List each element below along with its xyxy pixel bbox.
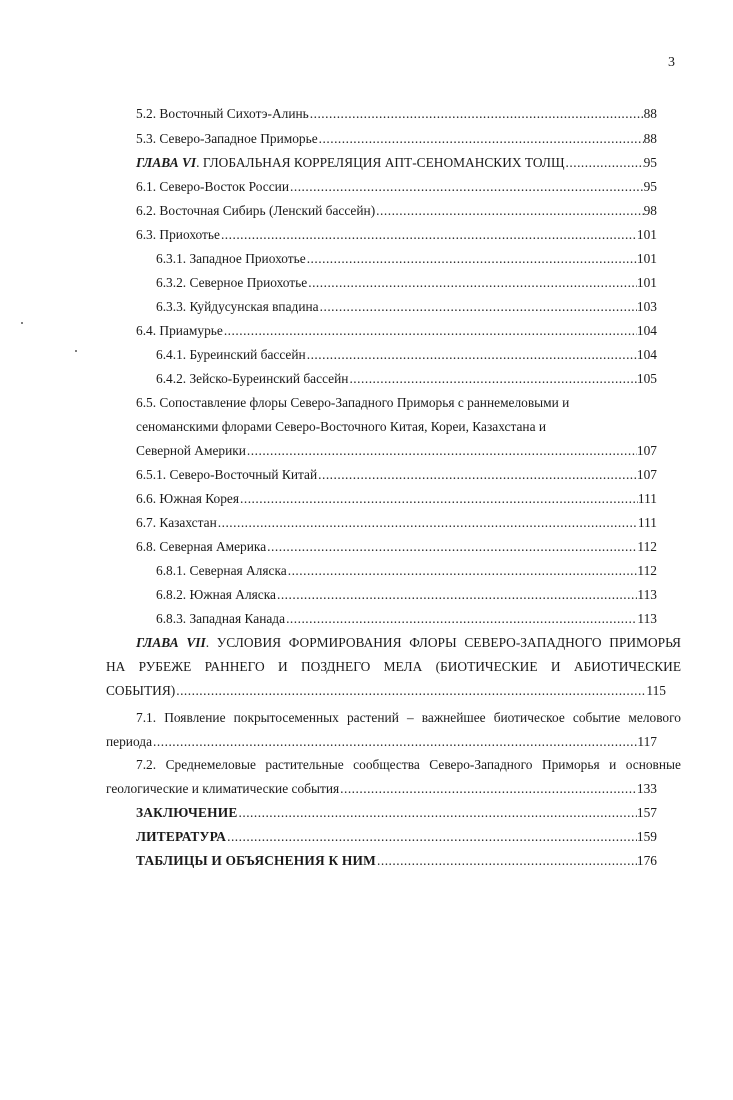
dot-leader (306, 251, 637, 267)
page-number: 3 (668, 55, 675, 70)
toc-entry-7-2-line-1: 7.2. Среднемеловые растительные сообщества Северо-Западного Приморья и основные (136, 757, 681, 772)
toc-chapter-7-line-2: НА РУБЕЖЕ РАННЕГО И ПОЗДНЕГО МЕЛА (БИОТИЧЕСКИЕ И АБИОТИЧЕСКИЕ (106, 659, 681, 674)
dot-leader (287, 563, 638, 579)
toc-entry-6-5-line-3 (136, 443, 657, 459)
toc-entry-page: 112 (637, 563, 657, 578)
toc-entry-page: 111 (637, 491, 657, 506)
dot-leader (309, 106, 644, 122)
toc-entry-label: 6.3.3. Куйдусунская впадина (156, 299, 319, 314)
toc-entry-label: 6.8.3. Западная Канада (156, 611, 286, 626)
dot-leader (220, 227, 637, 243)
toc-entry-page: 107 (636, 443, 657, 458)
toc-entry-label: 6.8.2. Южная Аляска (156, 587, 276, 602)
toc-entry-label: 6.4.1. Буреинский бассейн (156, 347, 306, 362)
toc-entry-6-5-1 (136, 467, 657, 483)
toc-entry-page: 104 (636, 347, 657, 362)
toc-entry-label: периода (106, 734, 153, 749)
dot-leader (348, 371, 636, 387)
toc-entry-label: Северной Америки (136, 443, 246, 458)
toc-entry-6-3 (136, 227, 657, 243)
toc-tables (136, 853, 657, 869)
chapter-prefix: ГЛАВА VI (136, 155, 197, 170)
toc-entry-6-7 (136, 515, 657, 531)
toc-entry-label: 6.3. Приохотье (136, 227, 220, 242)
toc-entry-7-2-line-2 (106, 781, 657, 797)
toc-entry-page: 113 (637, 611, 657, 626)
toc-entry-6-3-2 (156, 275, 657, 291)
toc-entry-label: 6.1. Северо-Восток России (136, 179, 289, 194)
toc-entry-6-5-line-2: сеноманскими флорами Северо-Восточного Китая, Кореи, Казахстана и (136, 419, 547, 434)
toc-entry-page: 95 (643, 155, 657, 170)
dot-leader (223, 323, 637, 339)
dot-leader (246, 443, 637, 459)
toc-entry-6-5-line-1: 6.5. Сопоставление флоры Северо-Западного Приморья с раннемеловыми и (136, 395, 570, 410)
toc-entry-label: 6.3.1. Западное Приохотье (156, 251, 306, 266)
toc-entry-6-8-2 (156, 587, 657, 603)
toc-entry-6-4-1 (156, 347, 657, 363)
toc-entry-label: 5.2. Восточный Сихотэ-Алинь (136, 106, 309, 121)
toc-entry-page: 111 (637, 515, 657, 530)
toc-entry-label: 6.7. Казахстан (136, 515, 217, 530)
toc-entry-label: 6.5.1. Северо-Восточный Китай (136, 467, 318, 482)
toc-entry-6-3-3 (156, 299, 657, 315)
toc-entry-page: 107 (636, 467, 657, 482)
toc-entry-6-3-1 (156, 251, 657, 267)
toc-entry-label: 5.3. Северо-Западное Приморье (136, 131, 318, 146)
dot-leader (217, 515, 638, 531)
toc-entry-label: СОБЫТИЯ) (106, 683, 176, 698)
toc-entry-6-6 (136, 491, 657, 507)
dot-leader (375, 203, 643, 219)
dot-leader (238, 805, 637, 821)
toc-entry-6-8-3 (156, 611, 657, 627)
toc-entry-page: 98 (643, 203, 657, 218)
toc-entry-5-3 (136, 131, 657, 147)
dot-leader (152, 734, 637, 750)
dot-leader (565, 155, 644, 171)
chapter-prefix: ГЛАВА VII (136, 635, 206, 650)
toc-entry-page: 88 (643, 131, 657, 146)
dot-leader (289, 179, 644, 195)
toc-entry-page: 133 (636, 781, 657, 796)
dot-leader (339, 781, 637, 797)
toc-entry-label: ЛИТЕРАТУРА (136, 829, 227, 844)
dot-leader (266, 539, 637, 555)
chapter-title-text: . ГЛОБАЛЬНАЯ КОРРЕЛЯЦИЯ АПТ-СЕНОМАНСКИХ ТОЛЩ (196, 155, 565, 170)
toc-entry-7-1-line-1: 7.1. Появление покрытосеменных растений – важнейшее биотическое событие мелового (136, 710, 681, 725)
toc-entry-label: 6.8. Северная Америка (136, 539, 267, 554)
dot-leader (175, 683, 646, 699)
toc-entry-6-8 (136, 539, 657, 555)
toc-conclusion (136, 805, 657, 821)
toc-chapter-6 (136, 155, 657, 171)
toc-entry-label: 6.4.2. Зейско-Буреинский бассейн (156, 371, 349, 386)
toc-entry-page: 101 (636, 227, 657, 242)
toc-entry-page: 113 (637, 587, 657, 602)
toc-entry-page: 115 (646, 683, 666, 698)
toc-literature (136, 829, 657, 845)
toc-entry-label: 6.8.1. Северная Аляска (156, 563, 287, 578)
toc-entry-page: 101 (636, 275, 657, 290)
toc-entry-label: 6.3.2. Северное Приохотье (156, 275, 308, 290)
toc-entry-7-1-line-2 (106, 734, 657, 750)
scan-speck (21, 322, 23, 324)
toc-entry-6-4 (136, 323, 657, 339)
dot-leader (306, 347, 637, 363)
dot-leader (318, 131, 644, 147)
toc-entry-label: 6.4. Приамурье (136, 323, 223, 338)
toc-entry-6-4-2 (156, 371, 657, 387)
toc-entry-label: ТАБЛИЦЫ И ОБЪЯСНЕНИЯ К НИМ (136, 853, 376, 868)
dot-leader (239, 491, 638, 507)
dot-leader (276, 587, 637, 603)
toc-entry-6-1 (136, 179, 657, 195)
toc-entry-page: 95 (643, 179, 657, 194)
toc-entry-page: 105 (636, 371, 657, 386)
dot-leader (317, 467, 637, 483)
toc-entry-page: 101 (636, 251, 657, 266)
toc-chapter-7-line-3 (106, 683, 666, 699)
dot-leader (226, 829, 637, 845)
toc-entry-page: 112 (637, 539, 657, 554)
toc-entry-label: 6.6. Южная Корея (136, 491, 239, 506)
toc-chapter-7-line-1 (136, 635, 681, 651)
toc-entry-5-2 (136, 106, 657, 122)
toc-entry-label: 6.2. Восточная Сибирь (Ленский бассейн) (136, 203, 376, 218)
toc-entry-6-8-1 (156, 563, 657, 579)
toc-entry-page: 157 (636, 805, 657, 820)
dot-leader (319, 299, 637, 315)
toc-entry-page: 88 (643, 106, 657, 121)
toc-entry-page: 117 (637, 734, 657, 749)
toc-entry-6-2 (136, 203, 657, 219)
scan-speck (75, 350, 77, 352)
toc-entry-page: 104 (636, 323, 657, 338)
toc-entry-page: 103 (636, 299, 657, 314)
toc-entry-page: 176 (636, 853, 657, 868)
chapter-title-text: . УСЛОВИЯ ФОРМИРОВАНИЯ ФЛОРЫ СЕВЕРО-ЗАПАДНОГО ПРИМОРЬЯ (205, 635, 681, 650)
toc-entry-label: ЗАКЛЮЧЕНИЕ (136, 805, 238, 820)
toc-entry-page: 159 (636, 829, 657, 844)
toc-chapter-title (136, 155, 565, 171)
dot-leader (307, 275, 637, 291)
dot-leader (285, 611, 637, 627)
dot-leader (376, 853, 637, 869)
toc-entry-label: геологические и климатические события (106, 781, 340, 796)
